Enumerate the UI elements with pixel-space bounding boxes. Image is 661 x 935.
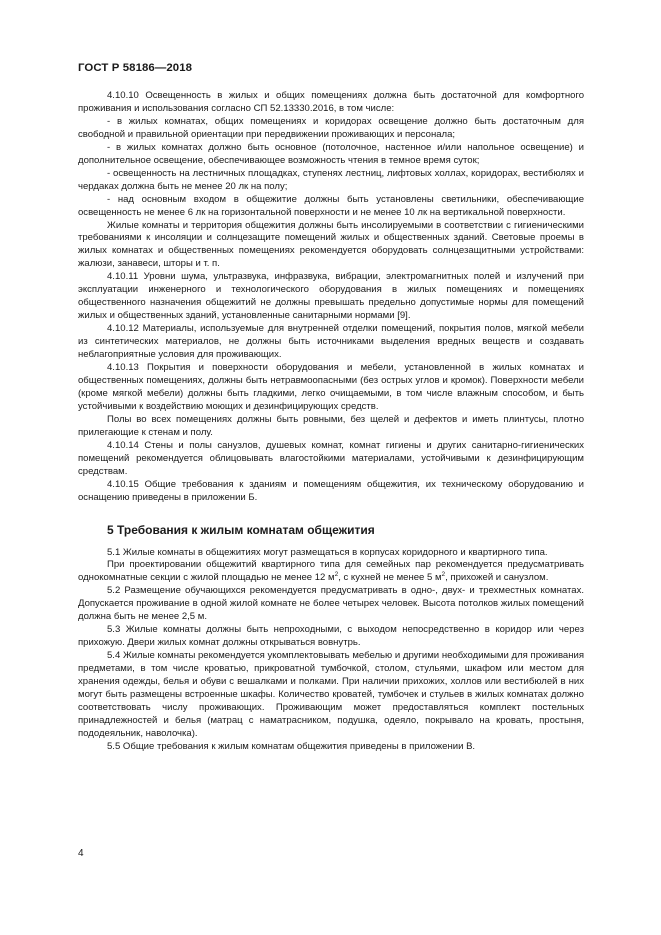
paragraph-4-10-10: 4.10.10 Освещенность в жилых и общих помещениях должна быть достаточной для комфортного проживания и использования согласно СП 52.13330.2016, в том числе: [78,90,584,114]
paragraph-floors: Полы во всех помещениях должны быть ровными, без щелей и дефектов и иметь плинтусы, плотно прилегающие к стенам и полу. [78,413,584,438]
paragraph-5-3: 5.3 Жилые комнаты должны быть непроходными, с выходом непосредственно в коридор или через прихожую. Двери жилых комнат должны открываться вовнутрь. [78,624,584,649]
text-run: При проектировании общежитий квартирного типа для семейных пар рекомендуется предусматривать однокомнатные секции с жилой площадью не менее 12 м [78,559,584,584]
paragraph-5-2: 5.2 Размещение обучающихся рекомендуется предусматривать в одно-, двух- и трехместных комнатах. Допускается проживание в одной жилой комнате не более четырех человек. Высота потолков жилых помещений должна быть не менее 2,5 м. [78,585,584,623]
standard-header: ГОСТ Р 58186—2018 [78,62,193,74]
paragraph-4-10-13: 4.10.13 Покрытия и поверхности оборудования и мебели, установленной в жилых комнатах и общественных помещениях, должны быть нетравмоопасными (без острых углов и кромок). Поверхности мебели (кроме мягкой мебели) должны быть гладкими, легко очищаемыми, в том числе влажным способом, и быть устойчивыми к воздействию моющих и дезинфицирующих средств. [78,362,584,412]
paragraph-4-10-15: 4.10.15 Общие требования к зданиям и помещениям общежития, их техническому оборудованию и оснащению приведены в приложении Б. [78,478,584,503]
page-number: 4 [78,848,84,859]
superscript: 2 [334,571,339,579]
paragraph-4-10-12: 4.10.12 Материалы, используемые для внутренней отделки помещений, покрытия полов, мягкой мебели из синтетических материалов, не должны быть источниками выделения вредных веществ и создавать неблагоприятные условия для проживающих. [78,323,584,361]
list-item-lighting-stairs: - освещенность на лестничных площадках, ступенях лестниц, лифтовых холлах, коридорах, вестибюлях и чердаках должна быть не менее 20 лк на полу; [78,167,584,192]
list-item-lighting-main: - в жилых комнатах должно быть основное (потолочное, настенное и/или напольное освещение) и дополнительное освещение, обеспечивающее возможность чтения в темное время суток; [78,141,584,166]
document-body [78,90,584,754]
paragraph-5-1: 5.1 Жилые комнаты в общежитиях могут размещаться в корпусах коридорного и квартирного типа. [107,546,548,558]
paragraph-insolation: Жилые комнаты и территория общежития должны быть инсолируемыми в соответствии с гигиеническими требованиями к инсоляции и солнцезащите помещений жилых и общественных зданий. Световые проемы в жилых комнатах и общественных помещениях рекомендуется оборудовать солнцезащитными устройствами: жалюзи, занавеси, шторы и т. п. [78,219,584,270]
list-item-lighting-rooms: - в жилых комнатах, общих помещениях и коридорах освещение должно быть достаточным для свободной и правильной ориентации при передвижении проживающих и персонала; [78,115,584,140]
superscript: 2 [441,571,446,579]
paragraph-5-5: 5.5 Общие требования к жилым комнатам общежития приведены в приложении В. [107,740,476,752]
list-item-lighting-entrance: - над основным входом в общежитие должны быть установлены светильники, обеспечивающие освещенность не менее 6 лк на горизонтальной поверхности и не менее 10 лк на вертикальной поверхности. [78,193,584,218]
paragraph-5-4: 5.4 Жилые комнаты рекомендуется укомплектовывать мебелью и другими необходимыми для проживания предметами, в том числе кроватью, прикроватной тумбочкой, столом, стульями, шкафом или местом для хранения одежды, белья и обуви с вешалками и полками. При наличии прихожих, холлов или вестибюлей в них могут быть размещены встроенные шкафы. Количество кроватей, тумбочек и стульев в жилых комнатах должно соответствовать числу проживающих. Проживающим может предоставляться комплект постельных принадлежностей и белья (матрац с наматрасником, подушка, одеяло, покрывало на кровать, простыня, пододеяльник, наволочка). [78,650,584,739]
paragraph-4-10-14: 4.10.14 Стены и полы санузлов, душевых комнат, комнат гигиены и других санитарно-гигиенических помещений рекомендуется облицовывать влагостойкими материалами, устойчивыми к дезинфицирующим средствам. [78,439,584,477]
paragraph-apartment-type [78,559,584,585]
paragraph-4-10-11: 4.10.11 Уровни шума, ультразвука, инфразвука, вибрации, электромагнитных полей и излучений при эксплуатации инженерного и технологического оборудования в жилых помещениях и помещениях общественного назначения общежитий не должны превышать предельно допустимые нормы для помещений жилых и общественных зданий, установленные санитарными нормами [9]. [78,271,584,322]
section-heading: 5 Требования к жилым комнатам общежития [107,522,375,537]
text-run: , прихожей и санузлом. [445,572,549,584]
text-run: , с кухней не менее 5 м [338,572,442,584]
